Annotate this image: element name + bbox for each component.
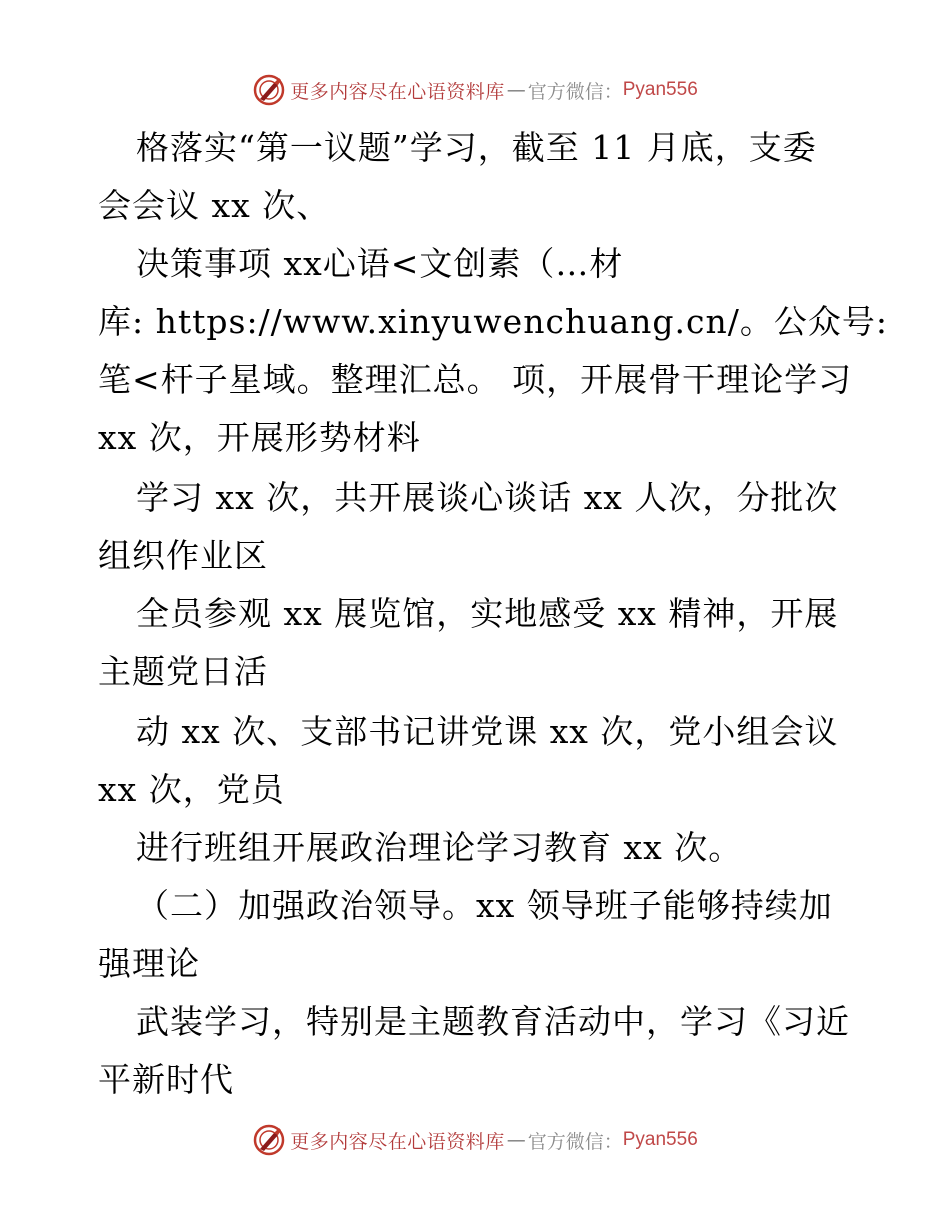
- body-line: 决策事项 xx心语<文创素（…材: [136, 244, 624, 283]
- body-line: （二）加强政治领导。xx 领导班子能够持续加: [136, 886, 833, 925]
- body-line: 组织作业区: [98, 536, 268, 575]
- body-line: 格落实“第一议题”学习，截至 11 月底，支委: [136, 128, 817, 167]
- body-line: 全员参观 xx 展览馆，实地感受 xx 精神，开展: [136, 594, 839, 633]
- body-line: 武装学习，特别是主题教育活动中，学习《习近: [136, 1002, 850, 1041]
- body-line: 笔<杆子星域。整理汇总。 项，开展骨干理论学习: [98, 360, 853, 399]
- banner-tagline: 更多内容尽在心语资料库: [290, 1130, 505, 1153]
- banner-tagline: 更多内容尽在心语资料库: [290, 80, 505, 103]
- banner-separator: —: [506, 1129, 526, 1151]
- banner-wechat-label: 官方微信：: [527, 80, 623, 103]
- body-line: 动 xx 次、支部书记讲党课 xx 次，党小组会议: [136, 712, 839, 751]
- pen-logo-icon: [252, 73, 286, 107]
- body-line: 主题党日活: [98, 652, 268, 691]
- body-line: 学习 xx 次，共开展谈心谈话 xx 人次，分批次: [136, 478, 839, 517]
- footer-banner: [0, 1120, 950, 1160]
- body-line: 进行班组开展政治理论学习教育 xx 次。: [136, 828, 743, 867]
- body-line: 平新时代: [98, 1060, 234, 1099]
- banner-wechat-id: Pyan556: [622, 1129, 698, 1150]
- body-line: xx 次，党员: [98, 770, 285, 809]
- pen-logo-icon: [252, 1123, 286, 1157]
- header-banner: [0, 70, 950, 110]
- body-line: 强理论: [98, 944, 200, 983]
- body-line: 库: https://www.xinyuwenchuang.cn/。公众号:: [98, 302, 888, 341]
- body-line: 会会议 xx 次、: [98, 186, 331, 225]
- banner-separator: —: [506, 79, 526, 101]
- body-line: xx 次，开展形势材料: [98, 418, 421, 457]
- banner-wechat-label: 官方微信：: [527, 1130, 623, 1153]
- banner-wechat-id: Pyan556: [622, 79, 698, 100]
